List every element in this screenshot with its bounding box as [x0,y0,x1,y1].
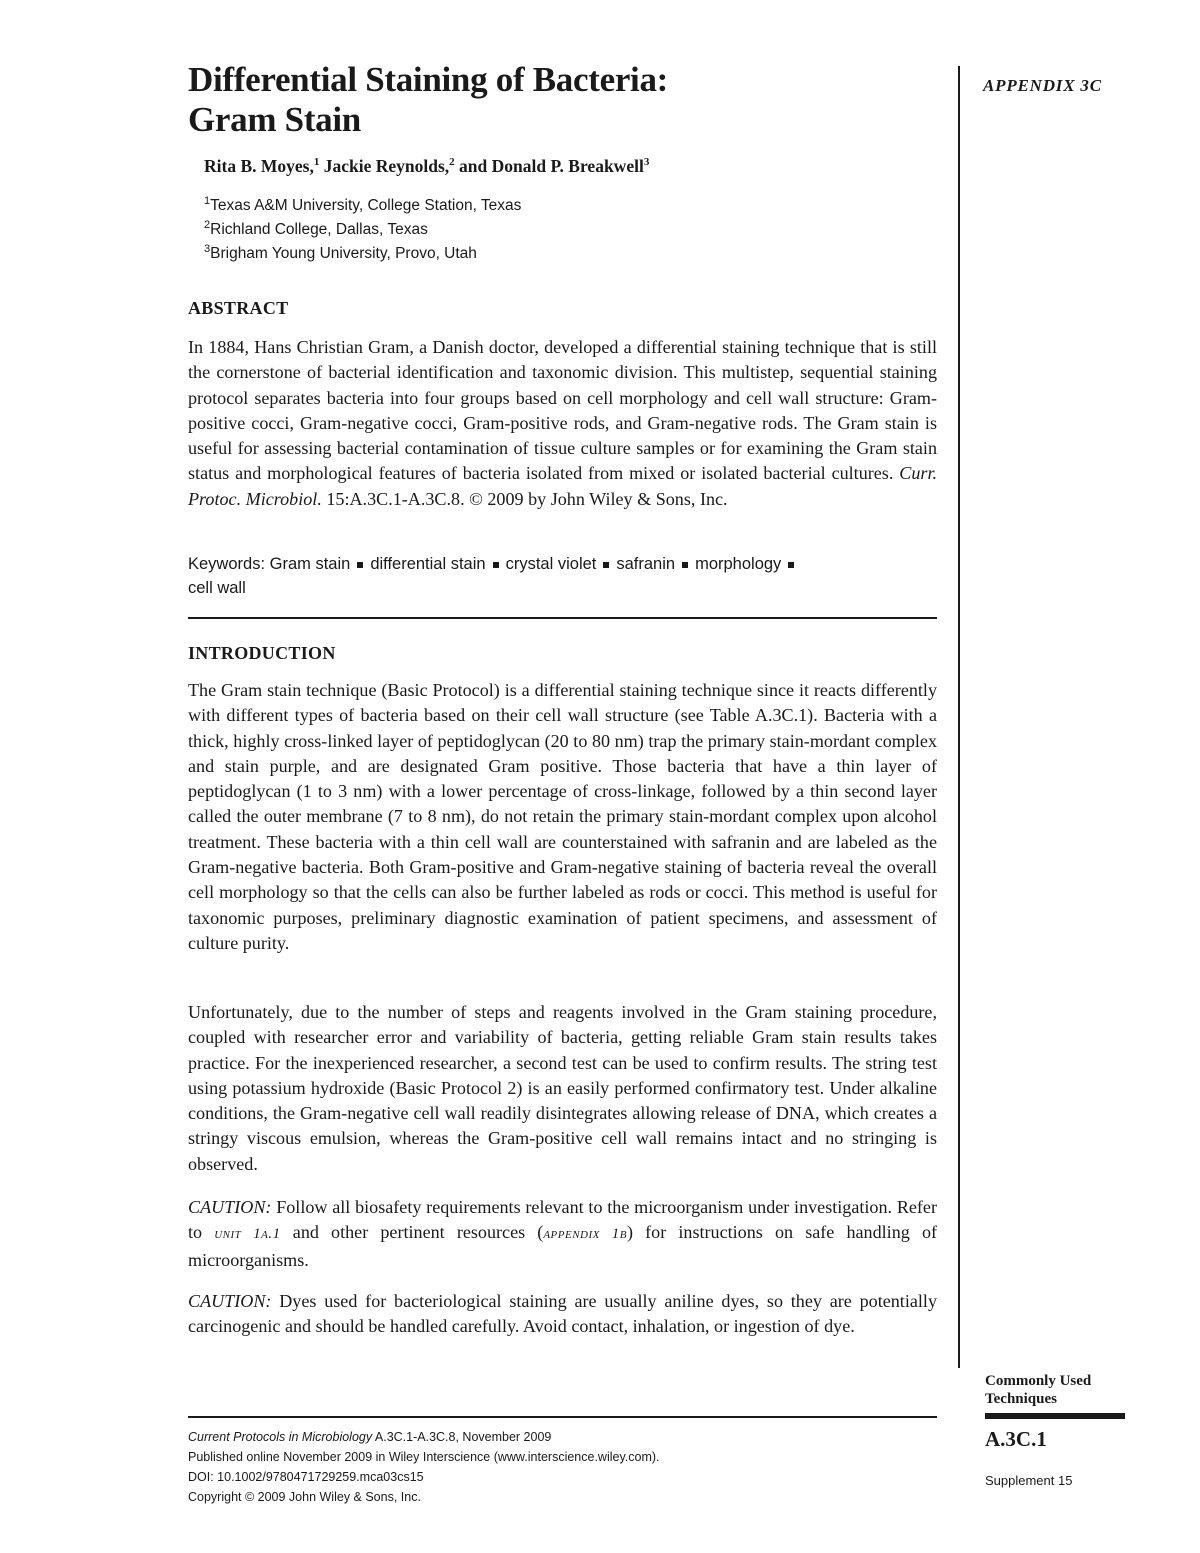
supplement-label: Supplement 15 [985,1473,1073,1488]
keyword: safranin [616,555,676,573]
author-name: Rita B. Moyes, [204,156,314,176]
keywords-label: Keywords: [188,555,266,573]
title-line-1: Differential Staining of Bacteria: [188,60,669,99]
footer-journal [188,1427,660,1447]
affiliation [204,219,428,239]
caution-text: Dyes used for bacteriological staining are usually aniline dyes, so they are potentially carcinogenic and should be handled carefully. Avoid contact, inhalation, or ingestion of dye. [188,1291,937,1337]
author-list [204,156,649,177]
author-name: and Donald P. Breakwell [459,156,644,176]
introduction-heading: INTRODUCTION [188,643,336,663]
section-bar [985,1413,1125,1419]
affiliation [204,195,521,215]
affiliation-text: Brigham Young University, Provo, Utah [210,245,477,263]
abstract-heading: ABSTRACT [188,298,289,318]
keyword: morphology [695,555,782,573]
appendix-label: APPENDIX 3C [983,76,1102,95]
author-name: Jackie Reynolds, [323,156,450,176]
bullet-icon [682,562,688,568]
caution-label: CAUTION: [188,1197,272,1217]
footer-journal-details: A.3C.1-A.3C.8, November 2009 [372,1430,552,1444]
abstract-text: In 1884, Hans Christian Gram, a Danish doctor, developed a differential staining technique that is still the cornerstone of bacterial identification and taxonomic division. This multistep, sequential staining protocol separates bacteria into four groups based on cell morphology and cell wall structure: Gram-positive cocci, Gram-negative cocci, Gram-positive rods, and Gram-negative rods. The Gram stain is useful for assessing bacterial contamination of tissue culture samples or for examining the Gram stain status and morphological features of bacteria isolated from mixed or isolated bacterial cultures. [188,337,937,484]
keyword: crystal violet [505,555,597,573]
footer-doi: DOI: 10.1002/9780471729259.mca03cs15 [188,1470,424,1484]
caution-text: ) for instructions on safe handling of microorganisms. [188,1222,938,1270]
keyword: differential stain [370,555,486,573]
title-line-2: Gram Stain [188,99,361,139]
section-label-line-2: Techniques [985,1391,1057,1407]
footer-divider [188,1416,937,1418]
section-divider [188,617,937,619]
bullet-icon [788,562,794,568]
footer-copyright: Copyright © 2009 John Wiley & Sons, Inc. [188,1490,421,1504]
affiliation-text: Texas A&M University, College Station, Texas [210,197,522,215]
section-label [985,1372,1125,1408]
caution-label: CAUTION: [188,1291,272,1311]
margin-rule [958,66,960,1368]
appendix-reference-link[interactable]: appendix 1b [543,1226,627,1243]
footer-journal-name: Current Protocols in Microbiology [188,1430,373,1444]
footer [188,1427,660,1507]
affiliation-mark: 3 [643,156,650,169]
footer-published: Published online November 2009 in Wiley Interscience (www.interscience.wiley.com). [188,1450,660,1464]
bullet-icon [357,562,363,568]
abstract-citation-details: 15:A.3C.1-A.3C.8. © 2009 by John Wiley & Sons, Inc. [321,488,728,509]
affiliation [204,243,477,263]
affiliation-mark: 1 [313,156,320,169]
abstract-citation-journal: Curr. Protoc. Microbiol. [188,463,937,509]
affiliation-mark: 2 [449,156,455,169]
bullet-icon [493,562,499,568]
article-title [188,60,928,139]
caution-note-biosafety [188,1195,937,1273]
keyword: Gram stain [269,555,351,573]
unit-number: A.3C.1 [985,1427,1047,1451]
caution-text: and other pertinent resources ( [280,1222,544,1243]
keywords [188,552,937,600]
affiliation-mark: 1 [204,195,211,207]
caution-text: Follow all biosafety requirements relevant to the microorganism under investigation. Refer to [188,1197,937,1243]
bullet-icon [603,562,609,568]
affiliation-mark: 2 [204,219,211,231]
affiliation-mark: 3 [204,243,211,255]
introduction-paragraph-2: Unfortunately, due to the number of steps and reagents involved in the Gram staining procedure, coupled with researcher error and variability of bacteria, getting reliable Gram stain results takes practice. For the inexperienced researcher, a second test can be used to confirm results. The string test using potassium hydroxide (Basic Protocol 2) is an easily performed confirmatory test. Under alkaline conditions, the Gram-negative cell wall readily disintegrates allowing release of DNA, which creates a stringy viscous emulsion, whereas the Gram-positive cell wall remains intact and no stringing is observed. [188,1002,937,1174]
keyword: cell wall [188,579,246,597]
affiliation-text: Richland College, Dallas, Texas [210,221,428,239]
section-label-line-1: Commonly Used [985,1373,1092,1389]
introduction-paragraph-1: The Gram stain technique (Basic Protocol) is a differential staining technique since it reacts differently with different types of bacteria based on their cell wall structure (see Table A.3C.1). Bacteria with a thick, highly cross-linked layer of peptidoglycan (20 to 80 nm) trap the primary stain-mordant complex and stain purple, and are designated Gram positive. Those bacteria that have a thin layer of peptidoglycan (1 to 3 nm) with a lower percentage of cross-linkage, followed by a thin second layer called the outer membrane (7 to 8 nm), do not retain the primary stain-mordant complex upon alcohol treatment. These bacteria with a thin cell wall are counterstained with safranin and are labeled as the Gram-negative bacteria. Both Gram-positive and Gram-negative staining of bacteria reveal the overall cell morphology so that the cells can also be further labeled as rods or cocci. This method is useful for taxonomic purposes, preliminary diagnostic examination of patient specimens, and assessment of culture purity. [188,680,937,953]
abstract-body [188,335,937,512]
unit-reference-link[interactable]: unit 1a.1 [214,1226,281,1243]
caution-note-dyes [188,1289,937,1340]
